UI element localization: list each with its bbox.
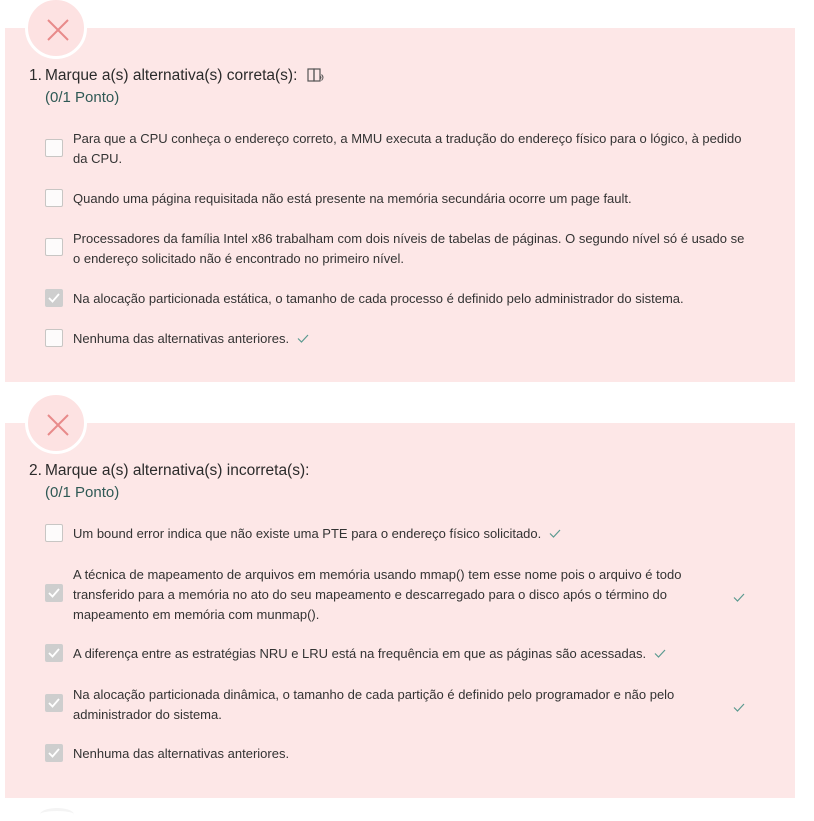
option-2-5[interactable] <box>45 744 755 764</box>
option-text: Nenhuma das alternativas anteriores. <box>73 746 290 761</box>
checkbox-checked[interactable] <box>45 584 63 602</box>
correct-answer-checkmark-icon <box>733 699 745 717</box>
question-title <box>29 67 324 88</box>
checkmark-icon <box>48 748 60 758</box>
question-number: 2. <box>29 462 42 479</box>
next-question-badge <box>40 808 74 821</box>
option-2-1[interactable] <box>45 524 755 544</box>
checkbox-checked[interactable] <box>45 694 63 712</box>
checkbox[interactable] <box>45 139 63 157</box>
x-icon <box>46 413 70 437</box>
checkbox[interactable] <box>45 329 63 347</box>
checkmark-icon <box>48 648 60 658</box>
incorrect-badge <box>25 0 87 59</box>
question-points: (0/1 Ponto) <box>45 89 120 106</box>
option-label: A diferença entre as estratégias NRU e LRU está na frequência em que as páginas são acessadas. <box>73 646 647 661</box>
option-2-3[interactable] <box>45 644 755 664</box>
question-points: (0/1 Ponto) <box>45 484 120 501</box>
option-label: Um bound error indica que não existe uma PTE para o endereço físico solicitado. <box>73 526 542 541</box>
option-text: Na alocação particionada estática, o tamanho de cada processo é definido pelo administrador do sistema. <box>73 291 684 306</box>
checkbox-checked[interactable] <box>45 289 63 307</box>
correct-answer-checkmark-icon <box>654 644 666 664</box>
immersive-reader-icon[interactable] <box>307 68 324 88</box>
correct-answer-checkmark-icon <box>549 524 561 544</box>
checkbox[interactable] <box>45 524 63 542</box>
checkmark-icon <box>48 698 60 708</box>
option-1-1[interactable] <box>45 131 755 166</box>
option-text: Para que a CPU conheça o endereço correto, a MMU executa a tradução do endereço físico para o lógico, à pedido da CPU. <box>73 131 742 166</box>
question-number: 1. <box>29 67 42 84</box>
option-2-4[interactable] <box>45 687 755 722</box>
x-icon <box>46 18 70 42</box>
incorrect-badge <box>25 392 87 454</box>
correct-answer-checkmark-icon <box>297 329 309 349</box>
question-text: Marque a(s) alternativa(s) incorreta(s): <box>45 462 310 479</box>
checkbox[interactable] <box>45 189 63 207</box>
option-text: A técnica de mapeamento de arquivos em memória usando mmap() tem esse nome pois o arquivo é todo transferido para a memória no ato do seu mapeamento e descarregado para o disco após o término do mapeamento em memória com munmap(). <box>73 567 682 622</box>
checkbox-checked[interactable] <box>45 744 63 762</box>
option-text: Na alocação particionada dinâmica, o tamanho de cada partição é definido pelo programador e não pelo administrador do sistema. <box>73 687 675 722</box>
correct-answer-checkmark-icon <box>733 589 745 607</box>
question-text: Marque a(s) alternativa(s) correta(s): <box>45 67 298 84</box>
checkbox[interactable] <box>45 238 63 256</box>
option-text <box>73 329 763 349</box>
option-text <box>73 524 763 544</box>
option-text: Processadores da família Intel x86 trabalham com dois níveis de tabelas de páginas. O segundo nível só é usado se o endereço solicitado não é encontrado no primeiro nível. <box>73 231 745 266</box>
option-1-2[interactable] <box>45 189 755 209</box>
option-text <box>73 644 763 664</box>
checkmark-icon <box>48 588 60 598</box>
question-title <box>29 462 309 480</box>
option-2-2[interactable] <box>45 567 755 622</box>
option-label: Nenhuma das alternativas anteriores. <box>73 331 290 346</box>
checkmark-icon <box>48 293 60 303</box>
option-text: Quando uma página requisitada não está presente na memória secundária ocorre um page fault. <box>73 191 632 206</box>
checkbox-checked[interactable] <box>45 644 63 662</box>
option-1-3[interactable] <box>45 231 755 266</box>
option-1-4[interactable] <box>45 289 755 309</box>
option-1-5[interactable] <box>45 329 755 349</box>
